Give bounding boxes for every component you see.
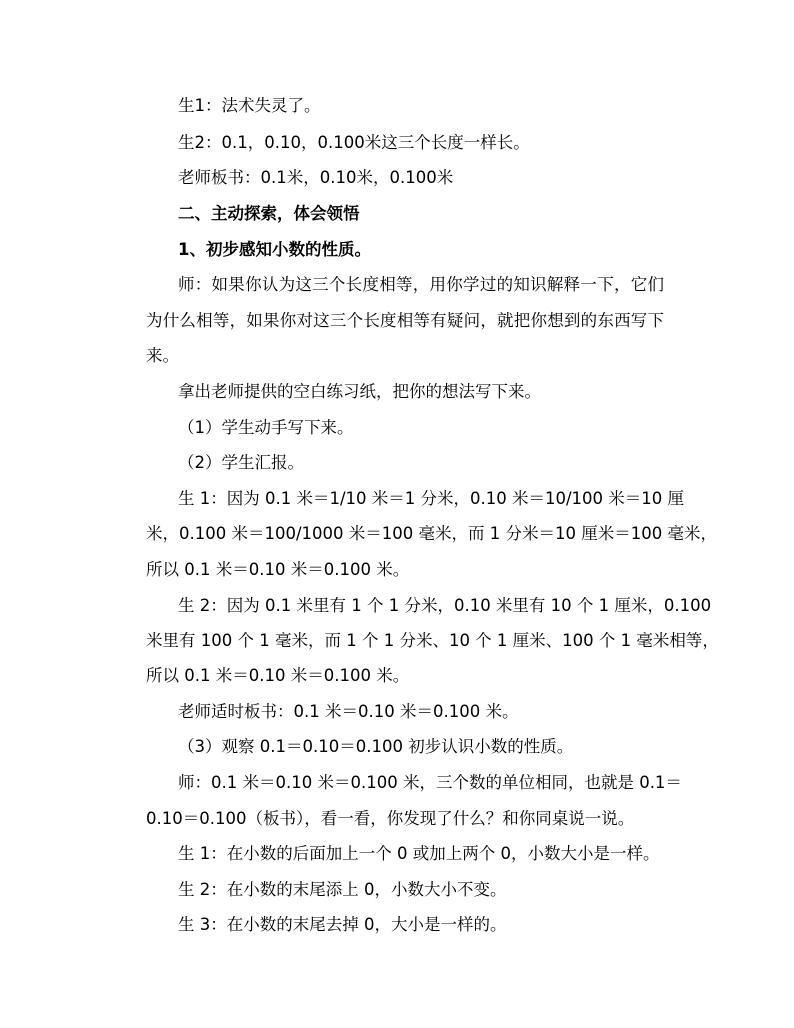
paragraph-teacher-question-line1: 师：如果你认为这三个长度相等，用你学过的知识解释一下，它们 [178,275,664,294]
paragraph-teacher-question-line3: 来。 [146,346,179,365]
step-1: （1）学生动手写下来。 [178,418,354,437]
section-heading-2: 二、主动探索，体会领悟 [178,204,360,223]
subsection-heading-1: 1、初步感知小数的性质。 [178,240,371,259]
paragraph-student1-magic: 生1：法术失灵了。 [178,96,321,115]
paragraph-student2-reason-line2: 米里有 100 个 1 毫米，而 1 个 1 分米、10 个 1 厘米、100 个 1 毫米相等， [146,631,719,650]
paragraph-student1-reason-line2: 米，0.100 米＝100/1000 米＝100 毫米，而 1 分米＝10 厘米＝100 毫米， [146,524,717,543]
paragraph-student2-reason-line3: 所以 0.1 米＝0.10 米＝0.100 米。 [146,666,410,685]
paragraph-teacher-question-line2: 为什么相等，如果你对这三个长度相等有疑问，就把你想到的东西写下 [146,311,664,330]
step-3: （3）观察 0.1＝0.10＝0.100 初步认识小数的性质。 [178,737,574,756]
paragraph-student1-reason-line3: 所以 0.1 米＝0.10 米＝0.100 米。 [146,560,410,579]
paragraph-student2-reason-line1: 生 2：因为 0.1 米里有 1 个 1 分米，0.10 米里有 10 个 1 厘米，0.100 [178,596,712,615]
paragraph-student2-lengths: 生2：0.1，0.10，0.100米这三个长度一样长。 [178,133,530,152]
paragraph-student1-reason-line1: 生 1：因为 0.1 米＝1/10 米＝1 分米，0.10 米＝10/100 米＝10 厘 [178,489,685,508]
paragraph-teacher-board-1: 老师板书：0.1米，0.10米，0.100米 [178,168,454,187]
paragraph-teacher-observe-line2: 0.10＝0.100（板书），看一看，你发现了什么？和你同桌说一说。 [146,809,635,828]
paragraph-student3-finding: 生 3：在小数的末尾去掉 0，大小是一样的。 [178,915,507,934]
paragraph-student2-finding: 生 2：在小数的末尾添上 0，小数大小不变。 [178,880,507,899]
paragraph-student1-finding: 生 1：在小数的后面加上一个 0 或加上两个 0，小数大小是一样。 [178,844,660,863]
paragraph-teacher-observe-line1: 师：0.1 米＝0.10 米＝0.100 米，三个数的单位相同，也就是 0.1＝ [178,773,682,792]
paragraph-worksheet: 拿出老师提供的空白练习纸，把你的想法写下来。 [178,382,541,401]
step-2: （2）学生汇报。 [178,453,304,472]
paragraph-teacher-board-2: 老师适时板书：0.1 米＝0.10 米＝0.100 米。 [178,702,519,721]
